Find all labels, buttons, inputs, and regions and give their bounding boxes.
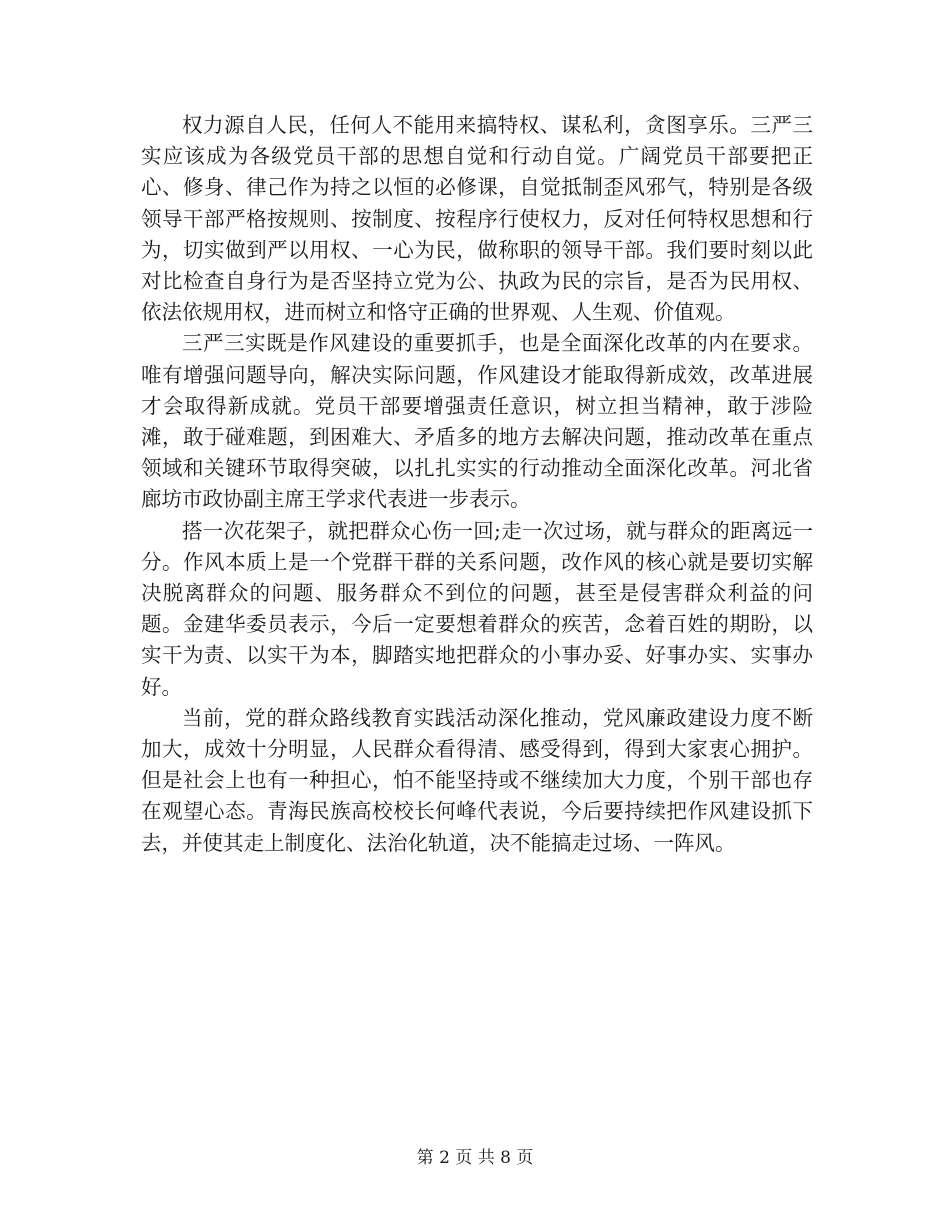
paragraph-4: 当前，党的群众路线教育实践活动深化推动，党风廉政建设力度不断加大，成效十分明显，人民群众看得清、感受得到，得到大家衷心拥护。但是社会上也有一种担心，怕不能坚持或不继续加大力度，个别干部也存在观望心态。青海民族高校校长何峰代表说，今后要持续把作风建设抓下去，并使其走上制度化、法治化轨道，决不能搞走过场、一阵风。 <box>141 705 813 855</box>
paragraph-1: 权力源自人民，任何人不能用来搞特权、谋私利，贪图享乐。三严三实应该成为各级党员干部的思想自觉和行动自觉。广阔党员干部要把正心、修身、律己作为持之以恒的必修课，自觉抵制歪风邪气，特别是各级领导干部严格按规则、按制度、按程序行使权力，反对任何特权思想和行为，切实做到严以用权、一心为民，做称职的领导干部。我们要时刻以此对比检查自身行为是否坚持立党为公、执政为民的宗旨，是否为民用权、依法依规用权，进而树立和恪守正确的世界观、人生观、价值观。 <box>141 113 813 325</box>
paragraph-3: 搭一次花架子，就把群众心伤一回;走一次过场，就与群众的距离远一分。作风本质上是一个党群干群的关系问题，改作风的核心就是要切实解决脱离群众的问题、服务群众不到位的问题，甚至是侵害群众利益的问题。金建华委员表示，今后一定要想着群众的疾苦，念着百姓的期盼，以实干为责、以实干为本，脚踏实地把群众的小事办妥、好事办实、实事办好。 <box>141 518 813 699</box>
paragraph-2: 三严三实既是作风建设的重要抓手，也是全面深化改革的内在要求。唯有增强问题导向，解决实际问题，作风建设才能取得新成效，改革进展才会取得新成就。党员干部要增强责任意识，树立担当精神，敢于涉险滩，敢于碰难题，到困难大、矛盾多的地方去解决问题，推动改革在重点领域和关键环节取得突破，以扎扎实实的行动推动全面深化改革。河北省廊坊市政协副主席王学求代表进一步表示。 <box>141 331 813 512</box>
page-number-footer: 第 2 页 共 8 页 <box>416 1148 534 1168</box>
document-body <box>141 110 813 859</box>
